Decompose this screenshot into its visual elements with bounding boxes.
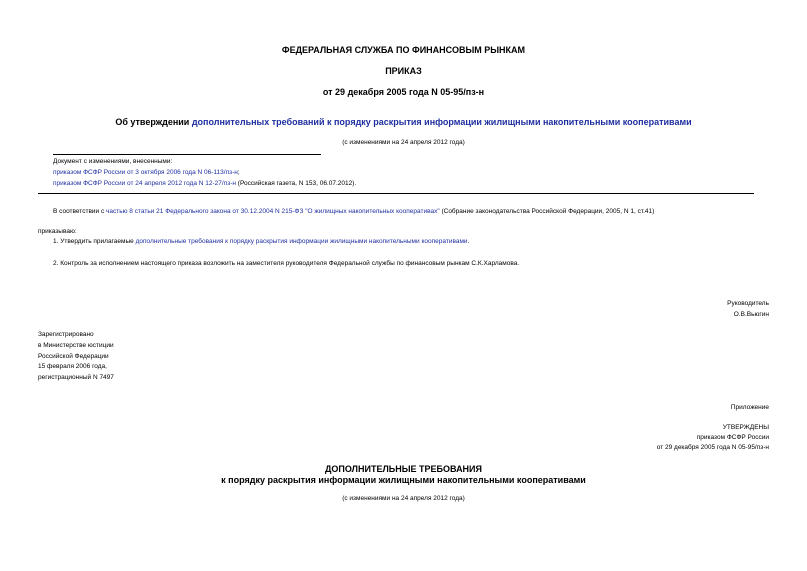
approved-line-3: от 29 декабря 2005 года N 05-95/пз-н <box>656 444 769 451</box>
document-date-number: от 29 декабря 2005 года N 05-95/пз-н <box>322 87 485 97</box>
preamble-start: В соответствии с <box>53 208 107 215</box>
appendix-title-line-1: ДОПОЛНИТЕЛЬНЫЕ ТРЕБОВАНИЯ <box>325 464 482 474</box>
amendment-item-2 <box>53 180 356 187</box>
order-item-1-start: 1. Утвердить прилагаемые <box>53 238 136 245</box>
preamble-law-link[interactable]: частью 8 статьи 21 Федерального закона от 30.12.2004 N 215-ФЗ "О жилищных накопительных кооперативах" <box>106 208 440 215</box>
amendment-link-2[interactable]: приказом ФСФР России от 24 апреля 2012 года N 12-27/пз-н <box>53 180 236 187</box>
preamble <box>53 208 654 215</box>
registration-line-1: Зарегистрировано <box>38 331 94 338</box>
approved-line-1: УТВЕРЖДЕНЫ <box>722 424 769 431</box>
registration-line-3: Российской Федерации <box>38 353 109 360</box>
amendments-top-rule <box>53 154 321 155</box>
registration-line-4: 15 февраля 2006 года, <box>38 363 107 370</box>
approved-line-2: приказом ФСФР России <box>696 434 769 441</box>
document-type: ПРИКАЗ <box>385 66 422 76</box>
agency-name: ФЕДЕРАЛЬНАЯ СЛУЖБА ПО ФИНАНСОВЫМ РЫНКАМ <box>281 45 526 55</box>
changes-note: (с изменениями на 24 апреля 2012 года) <box>342 139 465 146</box>
amendments-bottom-rule <box>38 193 754 194</box>
registration-line-5: регистрационный N 7497 <box>38 374 114 381</box>
order-item-1 <box>53 238 469 245</box>
amendment-item-2-tail: (Российская газета, N 153, 06.07.2012). <box>235 180 357 187</box>
signature-name: О.В.Вьюгин <box>733 311 769 318</box>
order-word: приказываю: <box>38 228 77 235</box>
preamble-end: (Собрание законодательства Российской Федерации, 2005, N 1, ст.41) <box>439 208 655 215</box>
document-title <box>0 117 807 127</box>
title-link[interactable]: дополнительных требований к порядку раскрытия информации жилищными накопительными кооперативами <box>191 117 692 127</box>
amendment-item-1-tail: ; <box>237 169 240 176</box>
amendment-item-1 <box>53 169 240 176</box>
signature-role: Руководитель <box>727 300 769 307</box>
registration-line-2: в Министерстве юстиции <box>38 342 114 349</box>
amendment-link-1[interactable]: приказом ФСФР России от 3 октября 2006 года N 06-113/пз-н <box>53 169 238 176</box>
appendix-label: Приложение <box>730 404 769 411</box>
order-item-1-link[interactable]: дополнительные требования к порядку раскрытия информации жилищными накопительными кооперативами <box>135 238 468 245</box>
amendments-heading: Документ с изменениями, внесенными: <box>53 158 173 165</box>
appendix-changes-note: (с изменениями на 24 апреля 2012 года) <box>342 495 465 502</box>
order-item-2: 2. Контроль за исполнением настоящего приказа возложить на заместителя руководителя Федеральной службы по финансовым рынкам С.К.Харламова. <box>53 260 520 267</box>
order-item-1-end: . <box>467 238 470 245</box>
appendix-title-line-2: к порядку раскрытия информации жилищными накопительными кооперативами <box>221 475 586 485</box>
document-title-prefix: Об утверждении <box>115 117 192 127</box>
